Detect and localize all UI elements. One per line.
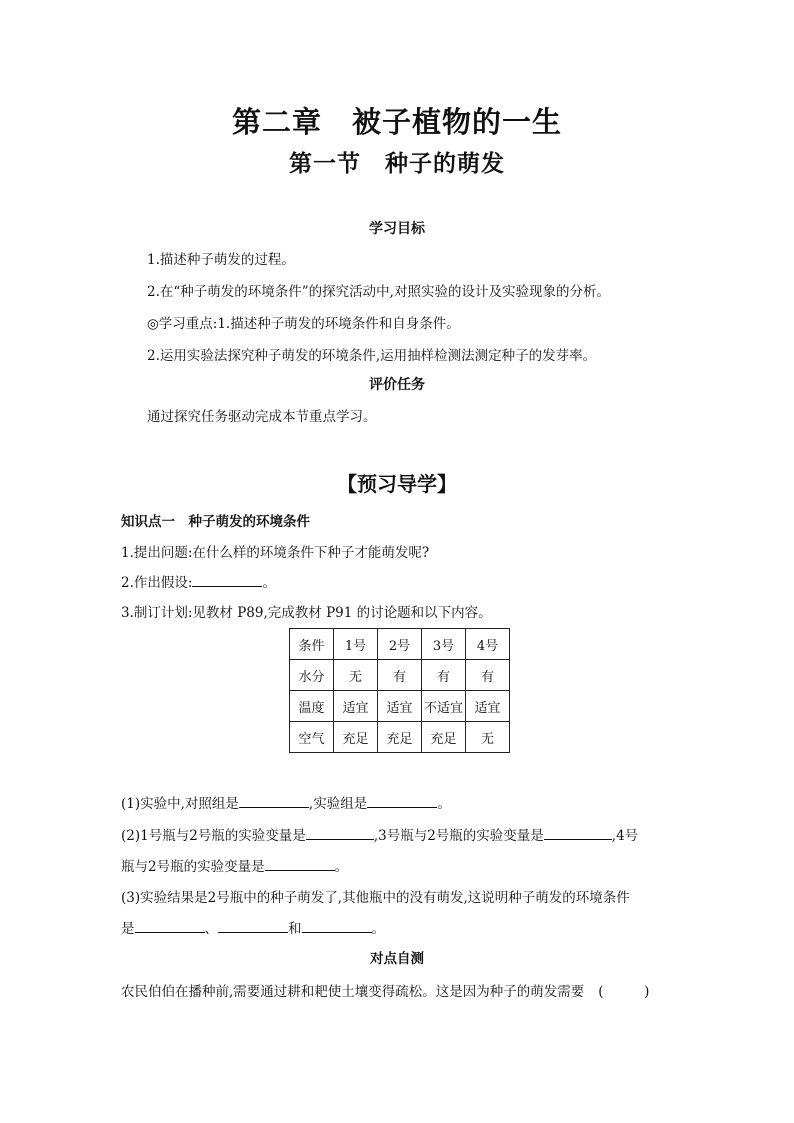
answer-blank[interactable]: [367, 794, 437, 808]
subquestion-text: 和: [288, 921, 302, 937]
table-cell: 无: [334, 660, 378, 691]
subquestion-text: (1)实验中,对照组是: [121, 796, 239, 812]
answer-blank[interactable]: [544, 826, 612, 840]
table-cell: 有: [378, 660, 422, 691]
table-cell: 有: [466, 660, 510, 691]
objective-item: 2.在“种子萌发的环境条件”的探究活动中,对照实验的设计及实验现象的分析。: [147, 284, 610, 300]
subquestion-text: 。: [437, 796, 451, 812]
evaluation-heading: 评价任务: [369, 377, 425, 393]
subquestion-text: 是: [121, 921, 135, 937]
subquestion-text: 、: [204, 921, 218, 937]
table-cell: 适宜: [466, 691, 510, 722]
table-cell: 水分: [290, 660, 334, 691]
objective-item: ◎学习重点:1.描述种子萌发的环境条件和自身条件。: [147, 316, 460, 332]
subquestion-text: ,3号瓶与2号瓶的实验变量是: [373, 828, 544, 844]
subquestion-1: [121, 792, 451, 812]
subquestion-2-continued: [121, 855, 348, 875]
table-cell: 适宜: [378, 691, 422, 722]
self-test-heading: 对点自测: [370, 951, 424, 967]
answer-blank[interactable]: [218, 919, 288, 933]
table-cell: 温度: [290, 691, 334, 722]
table-header-cell: 4号: [466, 629, 510, 660]
table-row: [290, 691, 510, 722]
self-test-question: [121, 980, 649, 1000]
question-3: 3.制订计划:见教材 P89,完成教材 P91 的讨论题和以下内容。: [121, 605, 492, 621]
table-cell: 不适宜: [422, 691, 466, 722]
table-cell: 充足: [422, 722, 466, 753]
question-2-suffix: 。: [262, 575, 276, 591]
table-row: [290, 660, 510, 691]
subquestion-text: 。: [334, 859, 349, 875]
answer-blank[interactable]: [135, 919, 205, 933]
table-cell: 适宜: [334, 691, 378, 722]
objective-item: 2.运用实验法探究种子萌发的环境条件,运用抽样检测法测定种子的发芽率。: [147, 348, 597, 364]
section-title: 第一节 种子的萌发: [289, 151, 505, 177]
table-header-cell: 3号: [422, 629, 466, 660]
table-header-row: [290, 629, 510, 660]
subquestion-text: 瓶与2号瓶的实验变量是: [121, 859, 265, 875]
subquestion-text: (2)1号瓶与2号瓶的实验变量是: [121, 828, 306, 844]
subquestion-3-continued: [121, 917, 385, 937]
preview-heading: 【预习导学】: [337, 472, 457, 496]
table-header-cell: 2号: [378, 629, 422, 660]
subquestion-3: (3)实验结果是2号瓶中的种子萌发了,其他瓶中的没有萌发,这说明种子萌发的环境条件: [121, 890, 630, 906]
answer-blank[interactable]: [192, 573, 262, 587]
conditions-table: [289, 628, 510, 753]
table-cell: 充足: [378, 722, 422, 753]
question-1: 1.提出问题:在什么样的环境条件下种子才能萌发呢?: [121, 545, 430, 561]
objective-item: 1.描述种子萌发的过程。: [147, 252, 295, 268]
self-test-text: 农民伯伯在播种前,需要通过耕和耙使土壤变得疏松。这是因为种子的萌发需要: [121, 984, 585, 1000]
answer-blank[interactable]: [302, 919, 372, 933]
subquestion-2: [121, 824, 638, 844]
question-2-text: 2.作出假设:: [121, 575, 193, 591]
table-row: [290, 722, 510, 753]
knowledge-point-title: 知识点一 种子萌发的环境条件: [121, 514, 310, 530]
subquestion-text: ,4号: [611, 828, 639, 844]
table-header-cell: 条件: [290, 629, 334, 660]
table-cell: 无: [466, 722, 510, 753]
table-header-cell: 1号: [334, 629, 378, 660]
chapter-title: 第二章 被子植物的一生: [231, 105, 562, 139]
subquestion-text: 。: [371, 921, 385, 937]
subquestion-text: ,实验组是: [308, 796, 368, 812]
evaluation-text: 通过探究任务驱动完成本节重点学习。: [147, 409, 377, 425]
table-cell: 空气: [290, 722, 334, 753]
answer-blank[interactable]: [239, 794, 309, 808]
answer-blank[interactable]: [306, 826, 374, 840]
question-2: [121, 571, 276, 591]
table-cell: 有: [422, 660, 466, 691]
answer-bracket[interactable]: ( ): [598, 984, 650, 1000]
objectives-heading: 学习目标: [369, 221, 425, 237]
table-cell: 充足: [334, 722, 378, 753]
answer-blank[interactable]: [265, 857, 335, 871]
